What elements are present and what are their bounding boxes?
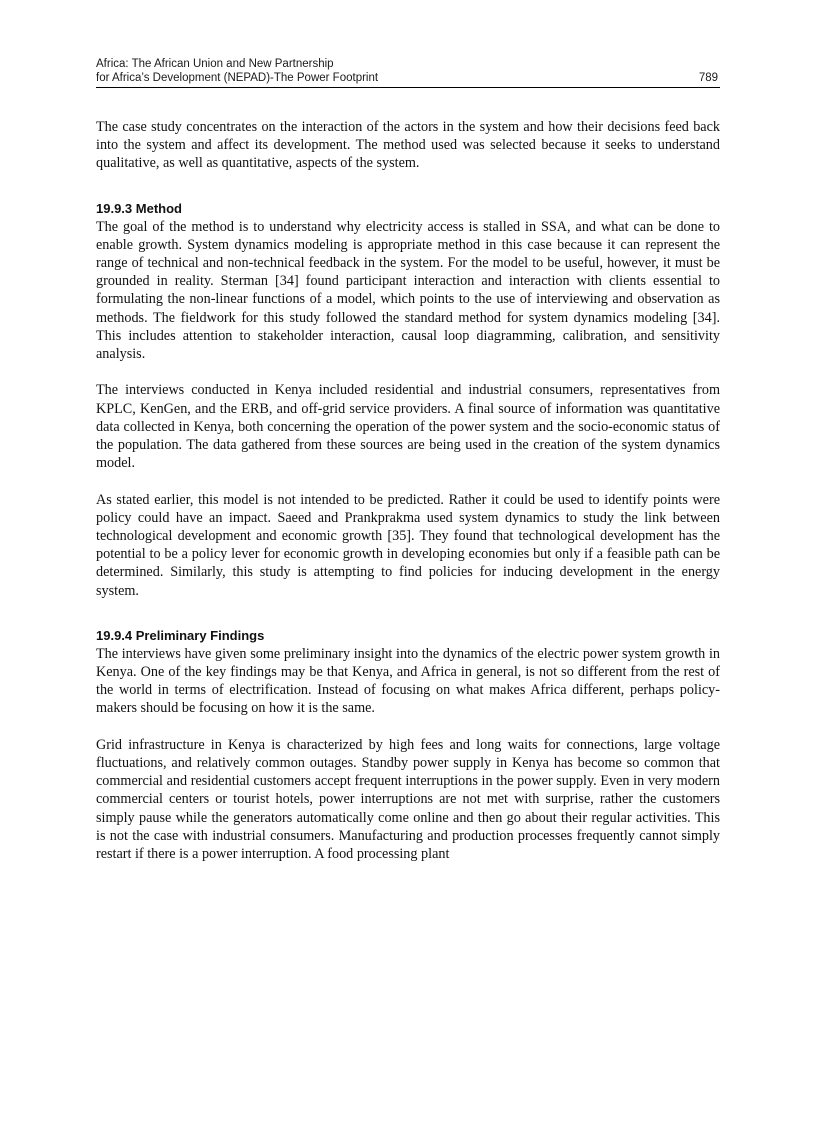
body-text (96, 118, 720, 863)
paragraph-findings-intro: The interviews have given some preliminary insight into the dynamics of the electric power system growth in Kenya. One of the key findings may be that Kenya, and Africa in general, is not so different from the rest of the world in terms of electrification. Instead of focusing on what makes Africa different, perhaps policy-makers should be focusing on how it is the same. (96, 645, 720, 717)
page-number: 789 (698, 72, 718, 84)
header-title-line-1: Africa: The African Union and New Partnership (96, 58, 334, 70)
running-header (96, 57, 720, 88)
paragraph-grid-infrastructure: Grid infrastructure in Kenya is characterized by high fees and long waits for connections, large voltage fluctuations, and relatively common outages. Standby power supply in Kenya has become so common that commercial and residential customers accept frequent interruptions in the power supply. Even in very modern commercial centers or tourist hotels, power interruptions are not met with surprise, rather the customers simply pause while the generators automatically come online and then go about their regular activities. This is not the case with industrial consumers. Manufacturing and production processes frequently cannot simply restart if there is a power interruption. A food processing plant (96, 736, 720, 863)
paragraph-method-goal: The goal of the method is to understand why electricity access is stalled in SSA, and what can be done to enable growth. System dynamics modeling is appropriate method in this case because it can represent the range of technical and non-technical feedback in the system. For the model to be useful, however, it must be grounded in reality. Sterman [34] found participant interaction and interaction with clients essential to formulating the non-linear functions of a model, which points to the use of interviewing and observation as methods. The fieldwork for this study followed the standard method for system dynamics modeling [34]. This includes attention to stakeholder interaction, causal loop diagramming, calibration, and sensitivity analysis. (96, 218, 720, 363)
paragraph-case-study: The case study concentrates on the interaction of the actors in the system and how their decisions feed back into the system and affect its development. The method used was selected because it seeks to understand qualitative, as well as quantitative, aspects of the system. (96, 119, 720, 172)
section-heading-preliminary-findings: 19.9.4 Preliminary Findings (96, 627, 265, 643)
paragraph-interviews: The interviews conducted in Kenya included residential and industrial consumers, representatives from KPLC, KenGen, and the ERB, and off-grid service providers. A final source of information was quantitative data collected in Kenya, both concerning the operation of the power system and the socio-economic status of the population. The data gathered from these sources are being used in the creation of the system dynamics model. (96, 382, 720, 472)
header-title-line-2: for Africa’s Development (NEPAD)-The Power Footprint (96, 72, 379, 84)
paragraph-model-purpose: As stated earlier, this model is not intended to be predicted. Rather it could be used to identify points were policy could have an impact. Saeed and Prankprakma used system dynamics to study the link between technological development and economic growth [35]. They found that technological development has the potential to be a policy lever for economic growth in developing economies but only if a feasible path can be determined. Similarly, this study is attempting to find policies for inducing development in the energy system. (96, 491, 720, 599)
section-heading-method: 19.9.3 Method (96, 200, 182, 216)
